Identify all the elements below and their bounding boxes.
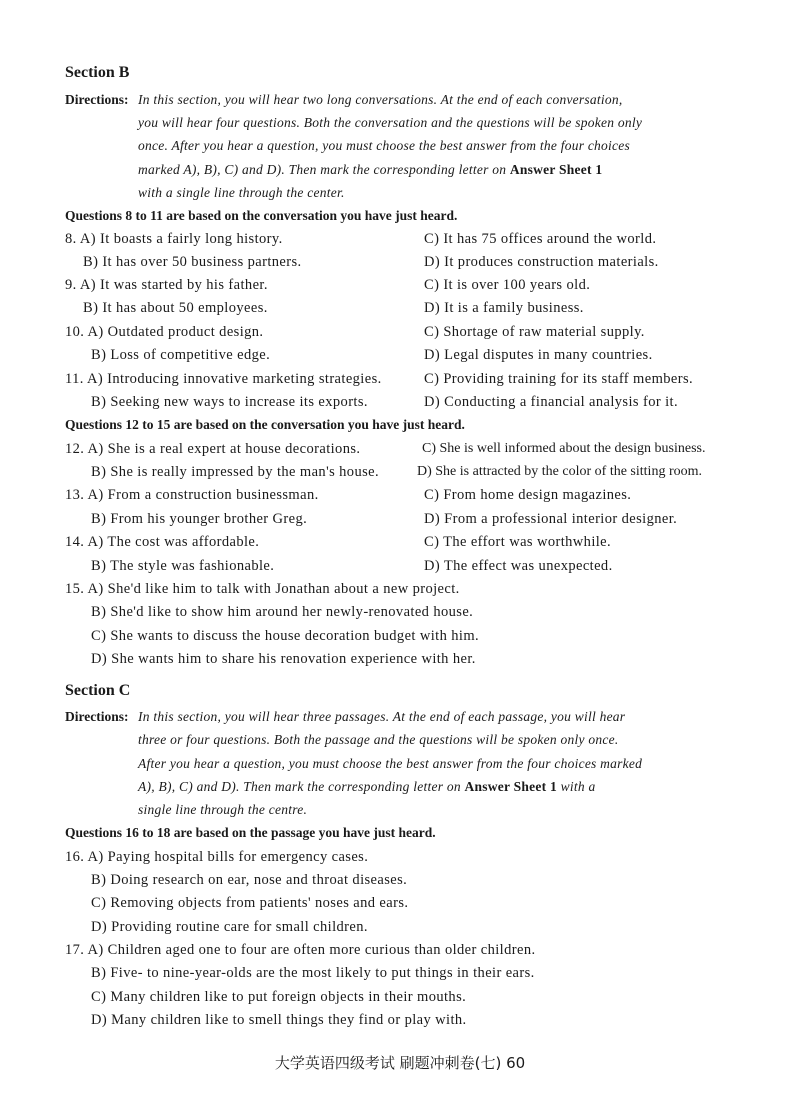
q10-option-d: D) Legal disputes in many countries. (424, 347, 653, 363)
q12-option-c: C) She is well informed about the design business. (422, 441, 706, 456)
q9-option-a: 9. A) It was started by his father. (65, 277, 268, 293)
section-c-directions-line: After you hear a question, you must choose the best answer from the four choices marked (138, 756, 643, 771)
section-c-directions-line: In this section, you will hear three passages. At the end of each passage, you will hear (138, 709, 626, 724)
q16-option-b: B) Doing research on ear, nose and throat diseases. (91, 872, 408, 888)
page-footer: 大学英语四级考试 刷题冲刺卷(七) 60 (274, 1054, 526, 1072)
q8-option-c: C) It has 75 offices around the world. (424, 231, 657, 247)
q8-option-a: 8. A) It boasts a fairly long history. (65, 231, 283, 247)
answer-sheet-label: Answer Sheet 1 (464, 779, 557, 794)
q9-option-b: B) It has about 50 employees. (83, 300, 268, 316)
q16-option-a: 16. A) Paying hospital bills for emergency cases. (65, 849, 369, 865)
section-c-directions-line: single line through the centre. (138, 802, 308, 817)
section-b-directions-label: Directions: (65, 92, 129, 107)
section-b-directions-line: marked A), B), C) and D). Then mark the corresponding letter on Answer Sheet 1 (138, 162, 603, 177)
q12-option-b: B) She is really impressed by the man's house. (91, 464, 380, 480)
section-b-directions-line: once. After you hear a question, you must choose the best answer from the four choices (138, 138, 631, 153)
section-c-directions-line: A), B), C) and D). Then mark the corresponding letter on Answer Sheet 1 with a (138, 779, 596, 794)
q9-option-d: D) It is a family business. (424, 300, 584, 316)
q11-option-a: 11. A) Introducing innovative marketing strategies. (65, 371, 382, 387)
q10-option-c: C) Shortage of raw material supply. (424, 324, 645, 340)
question-group-header: Questions 12 to 15 are based on the conversation you have just heard. (65, 417, 465, 432)
section-b-directions-line: you will hear four questions. Both the conversation and the questions will be spoken only (138, 115, 643, 130)
q10-option-b: B) Loss of competitive edge. (91, 347, 271, 363)
q17-option-a: 17. A) Children aged one to four are often more curious than older children. (65, 942, 536, 958)
q17-option-d: D) Many children like to smell things they find or play with. (91, 1012, 467, 1028)
q14-option-c: C) The effort was worthwhile. (424, 534, 612, 550)
section-c-directions-line: three or four questions. Both the passage and the questions will be spoken only once. (138, 732, 619, 747)
section-b-title: Section B (65, 64, 130, 81)
q17-option-c: C) Many children like to put foreign objects in their mouths. (91, 989, 467, 1005)
section-c-title: Section C (65, 682, 131, 699)
q14-option-b: B) The style was fashionable. (91, 558, 275, 574)
answer-sheet-label: Answer Sheet 1 (509, 162, 603, 177)
q11-option-b: B) Seeking new ways to increase its exports. (91, 394, 368, 410)
q15-option-c: C) She wants to discuss the house decoration budget with him. (91, 628, 480, 644)
q14-option-a: 14. A) The cost was affordable. (65, 534, 260, 550)
q11-option-c: C) Providing training for its staff members. (424, 371, 694, 387)
q16-option-c: C) Removing objects from patients' noses and ears. (91, 895, 409, 911)
q15-option-d: D) She wants him to share his renovation experience with her. (91, 651, 476, 667)
q13-option-d: D) From a professional interior designer. (424, 511, 678, 527)
question-group-header: Questions 16 to 18 are based on the passage you have just heard. (65, 825, 436, 840)
question-group-header: Questions 8 to 11 are based on the conversation you have just heard. (65, 208, 458, 223)
q13-option-b: B) From his younger brother Greg. (91, 511, 308, 527)
q10-option-a: 10. A) Outdated product design. (65, 324, 264, 340)
q15-option-b: B) She'd like to show him around her newly-renovated house. (91, 604, 474, 620)
q12-option-d: D) She is attracted by the color of the sitting room. (417, 464, 702, 479)
q13-option-c: C) From home design magazines. (424, 487, 632, 503)
section-b-directions-line: In this section, you will hear two long conversations. At the end of each conversation, (138, 92, 623, 107)
q17-option-b: B) Five- to nine-year-olds are the most likely to put things in their ears. (91, 965, 535, 981)
q8-option-b: B) It has over 50 business partners. (83, 254, 302, 270)
q16-option-d: D) Providing routine care for small children. (91, 919, 368, 935)
q8-option-d: D) It produces construction materials. (424, 254, 659, 270)
q14-option-d: D) The effect was unexpected. (424, 558, 613, 574)
q13-option-a: 13. A) From a construction businessman. (65, 487, 319, 503)
q12-option-a: 12. A) She is a real expert at house decorations. (65, 441, 361, 457)
q11-option-d: D) Conducting a financial analysis for it. (424, 394, 678, 410)
q15-option-a: 15. A) She'd like him to talk with Jonathan about a new project. (65, 581, 460, 597)
section-b-directions-line: with a single line through the center. (138, 185, 345, 200)
section-c-directions-label: Directions: (65, 709, 129, 724)
q9-option-c: C) It is over 100 years old. (424, 277, 591, 293)
